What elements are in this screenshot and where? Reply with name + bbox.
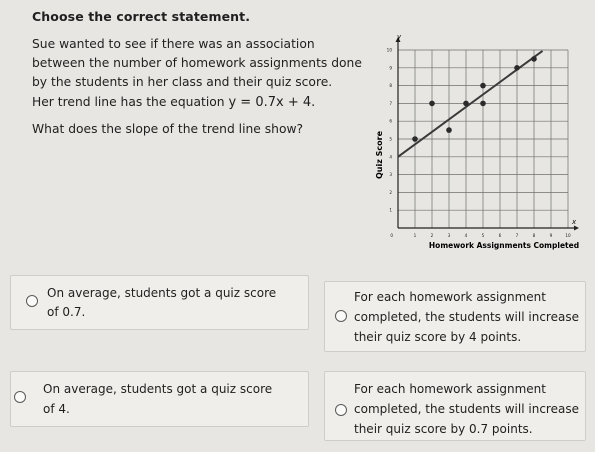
trend-line [398, 51, 543, 157]
x-tick-label: 9 [549, 233, 553, 238]
x-tick-label: 1 [413, 233, 417, 238]
y-tick-label: 10 [386, 47, 392, 53]
answer-choice-1[interactable] [10, 275, 309, 330]
trend-prefix: Her trend line has the equation [32, 95, 229, 109]
data-point [531, 56, 537, 62]
y-tick-label: 7 [389, 100, 392, 106]
x-tick-label: 10 [565, 233, 571, 238]
x-tick-label: 2 [430, 233, 434, 238]
radio-button-1[interactable] [26, 295, 38, 307]
choice-2-line-3: their quiz score by 4 points. [354, 330, 522, 344]
data-point [480, 101, 486, 107]
question-context: Sue wanted to see if there was an association between the number of homework assignments done by the students in her class and their quiz score. [32, 37, 362, 89]
data-point [412, 136, 418, 142]
trend-equation: y = 0.7x + 4. [228, 95, 316, 110]
radio-button-4[interactable] [335, 404, 347, 416]
chart-axes [396, 37, 580, 231]
scatter-plot [356, 30, 591, 255]
data-point [429, 101, 435, 107]
y-tick-label: 2 [389, 189, 392, 195]
radio-button-3[interactable] [14, 391, 26, 403]
origin-label: 0 [390, 233, 393, 238]
choice-3-line-1: On average, students got a quiz score [43, 382, 273, 396]
y-tick-label: 4 [389, 154, 392, 160]
choice-4-line-2: completed, the students will increase [354, 402, 579, 416]
x-axis-arrow [574, 226, 579, 231]
answer-choice-2[interactable] [324, 281, 586, 352]
data-points [412, 56, 537, 142]
y-tick-label: 1 [389, 207, 392, 213]
data-point [463, 101, 469, 107]
tick-labels [387, 48, 571, 239]
choice-2-line-1: For each homework assignment [354, 290, 546, 304]
x-tick-label: 7 [515, 233, 519, 238]
data-point [514, 65, 520, 71]
choice-4-line-1: For each homework assignment [354, 382, 546, 396]
answer-choice-4[interactable] [324, 371, 586, 441]
question-heading: Choose the correct statement. [32, 9, 251, 24]
y-tick-label: 8 [389, 83, 392, 89]
y-tick-label: 3 [389, 172, 392, 178]
x-tick-label: 4 [464, 233, 468, 238]
y-axis-letter: y [397, 33, 402, 41]
data-point [480, 83, 486, 89]
choice-3-line-2: of 4. [43, 402, 70, 416]
choice-4-line-3: their quiz score by 0.7 points. [354, 422, 533, 436]
x-tick-label: 8 [532, 233, 536, 238]
choice-1-line-1: On average, students got a quiz score [47, 286, 277, 300]
y-tick-label: 9 [389, 65, 392, 71]
choice-1-line-2: of 0.7. [47, 305, 86, 319]
x-tick-label: 5 [481, 233, 485, 238]
x-axis-label: Homework Assignments Completed [428, 241, 580, 250]
y-tick-label: 5 [389, 136, 392, 142]
y-tick-label: 6 [389, 118, 392, 124]
answer-choice-3[interactable] [10, 371, 309, 427]
question-prompt: What does the slope of the trend line show? [32, 122, 304, 136]
trend-line-statement [32, 93, 315, 112]
x-tick-label: 3 [447, 233, 451, 238]
data-point [446, 127, 452, 133]
radio-button-2[interactable] [335, 310, 347, 322]
choice-2-line-2: completed, the students will increase [354, 310, 579, 324]
trend-line-group [398, 51, 543, 157]
x-axis-letter: x [572, 218, 577, 226]
x-tick-label: 6 [498, 233, 502, 238]
y-axis-label: Quiz Score [375, 130, 384, 180]
